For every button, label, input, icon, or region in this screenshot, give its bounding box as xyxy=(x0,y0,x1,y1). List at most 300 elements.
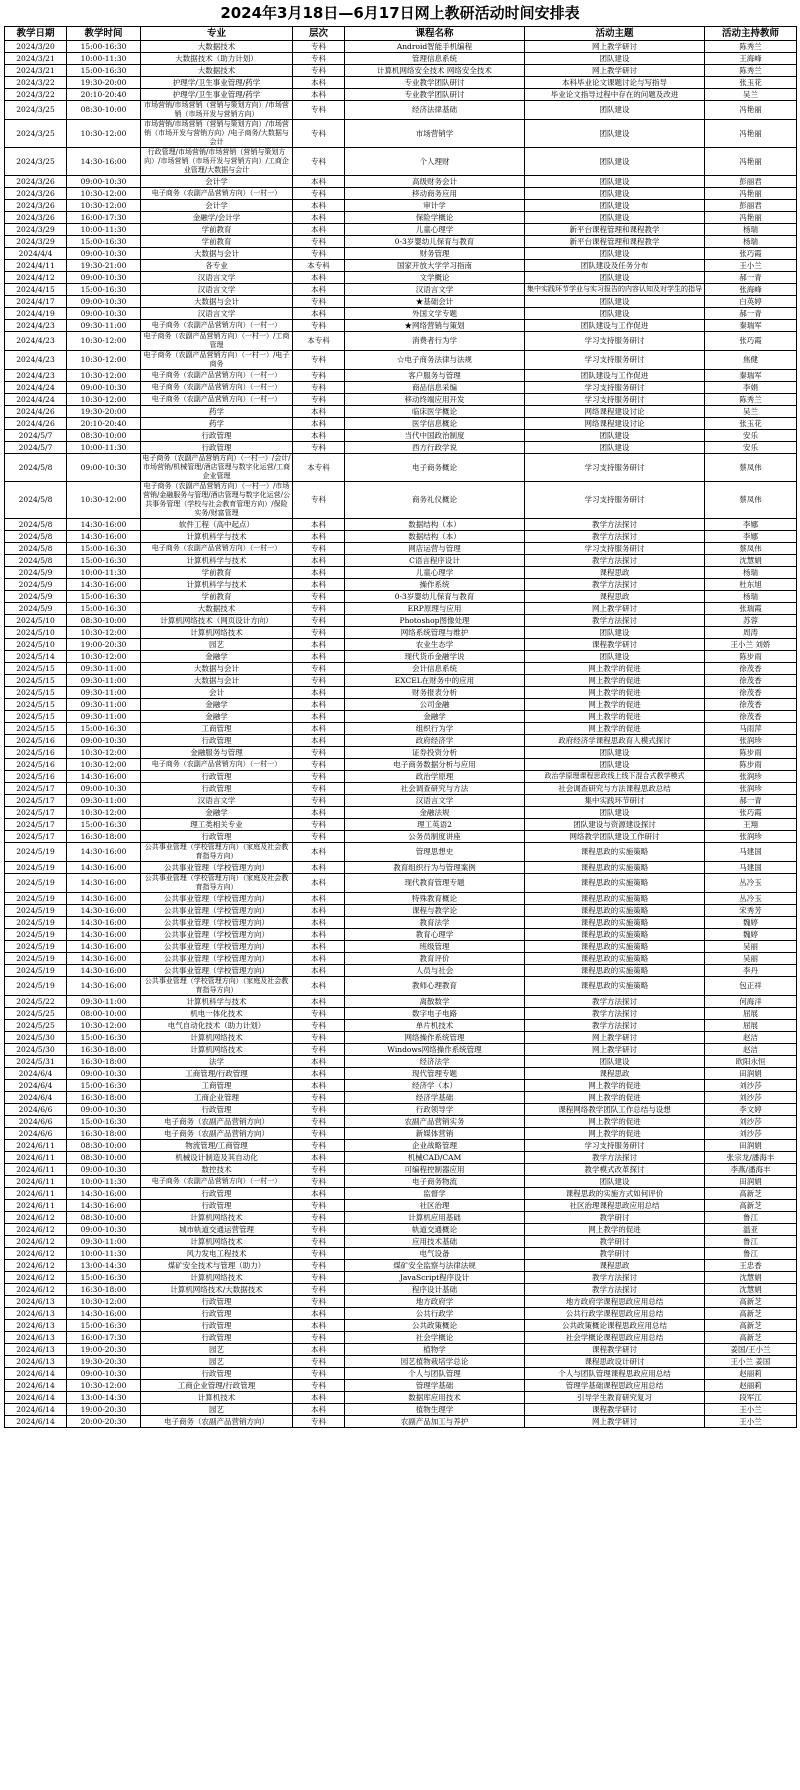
cell-major: 机电一体化技术 xyxy=(141,1008,293,1020)
cell-date: 2024/6/6 xyxy=(5,1116,67,1128)
cell-date: 2024/5/15 xyxy=(5,687,67,699)
cell-time: 09:30-11:00 xyxy=(67,1236,141,1248)
cell-time: 09:30-11:00 xyxy=(67,699,141,711)
cell-topic: 社会学概论课程思政应用总结 xyxy=(525,1332,705,1344)
cell-time: 15:00-16:30 xyxy=(67,1272,141,1284)
table-row xyxy=(5,1104,797,1116)
table-row xyxy=(5,188,797,200)
table-row xyxy=(5,212,797,224)
cell-date: 2024/3/26 xyxy=(5,212,67,224)
cell-host: 张瑞霞 xyxy=(705,603,797,615)
cell-major: 电子商务（农副产品营销方向）（一村一） xyxy=(141,759,293,771)
cell-major: 大数据与会计 xyxy=(141,248,293,260)
table-row xyxy=(5,917,797,929)
cell-host: 段军江 xyxy=(705,1392,797,1404)
cell-date: 2024/5/30 xyxy=(5,1032,67,1044)
table-row xyxy=(5,1356,797,1368)
cell-course: 程序设计基础 xyxy=(345,1284,525,1296)
cell-course: ★网络营销与策划 xyxy=(345,320,525,332)
table-row xyxy=(5,1416,797,1428)
cell-major: 电子商务（农副产品营销方向）（一村一） xyxy=(141,394,293,406)
cell-level: 本科 xyxy=(293,430,345,442)
cell-major: 公共事业管理（学校管理方向）（家庭及社会教育指导方向） xyxy=(141,874,293,893)
cell-time: 15:00-16:30 xyxy=(67,819,141,831)
cell-date: 2024/6/6 xyxy=(5,1128,67,1140)
cell-major: 工商管理/行政管理 xyxy=(141,1068,293,1080)
cell-level: 专科 xyxy=(293,615,345,627)
table-row xyxy=(5,1128,797,1140)
cell-major: 汉语言文学 xyxy=(141,284,293,296)
cell-level: 本科 xyxy=(293,953,345,965)
cell-date: 2024/6/13 xyxy=(5,1332,67,1344)
cell-level: 本科 xyxy=(293,977,345,996)
cell-course: 现代管理专题 xyxy=(345,1068,525,1080)
cell-date: 2024/5/15 xyxy=(5,675,67,687)
cell-time: 10:30-12:00 xyxy=(67,332,141,351)
cell-date: 2024/6/4 xyxy=(5,1068,67,1080)
cell-host: 王小兰 刘娇 xyxy=(705,639,797,651)
cell-level: 本科 xyxy=(293,555,345,567)
cell-major: 大数据技术 xyxy=(141,41,293,53)
cell-topic: 网上教学的促进 xyxy=(525,1224,705,1236)
cell-course: 证券投资分析 xyxy=(345,747,525,759)
cell-major: 计算机网络技术 xyxy=(141,627,293,639)
cell-level: 本科 xyxy=(293,1152,345,1164)
cell-course: 植物生理学 xyxy=(345,1404,525,1416)
cell-time: 09:30-11:00 xyxy=(67,996,141,1008)
cell-time: 08:30-10:00 xyxy=(67,1212,141,1224)
cell-level: 专科 xyxy=(293,1140,345,1152)
cell-topic: 教学方法探讨 xyxy=(525,531,705,543)
cell-time: 14:30-16:00 xyxy=(67,862,141,874)
cell-major: 电子商务（农副产品营销方向）（一村一） xyxy=(141,382,293,394)
cell-host: 郝一青 xyxy=(705,795,797,807)
cell-course: 现代货币金融学说 xyxy=(345,651,525,663)
cell-course: JavaScript程序设计 xyxy=(345,1272,525,1284)
cell-date: 2024/6/6 xyxy=(5,1104,67,1116)
cell-host: 冯艳丽 xyxy=(705,148,797,176)
cell-major: 行政管理 xyxy=(141,430,293,442)
table-row xyxy=(5,1068,797,1080)
cell-course: 监督学 xyxy=(345,1188,525,1200)
table-row xyxy=(5,1080,797,1092)
cell-level: 本科 xyxy=(293,531,345,543)
cell-topic: 社区治理课程思政应用总结 xyxy=(525,1200,705,1212)
cell-level: 专科 xyxy=(293,482,345,519)
cell-date: 2024/4/23 xyxy=(5,320,67,332)
cell-date: 2024/4/23 xyxy=(5,332,67,351)
table-row xyxy=(5,430,797,442)
cell-time: 15:00-16:30 xyxy=(67,41,141,53)
cell-major: 计算机网络技术（网页设计方向） xyxy=(141,615,293,627)
cell-topic: 团队建设 xyxy=(525,296,705,308)
cell-host: 高新芝 xyxy=(705,1200,797,1212)
cell-major: 工商企业管理/行政管理 xyxy=(141,1380,293,1392)
cell-level: 本科 xyxy=(293,735,345,747)
table-row xyxy=(5,101,797,120)
cell-topic: 学习支持服务研讨 xyxy=(525,351,705,370)
cell-topic: 个人与团队管理课程思政应用总结 xyxy=(525,1368,705,1380)
cell-major: 计算机网络技术 xyxy=(141,1044,293,1056)
cell-host: 沈慧娟 xyxy=(705,1284,797,1296)
cell-date: 2024/4/17 xyxy=(5,296,67,308)
cell-date: 2024/5/19 xyxy=(5,953,67,965)
cell-course: 移动终端应用开发 xyxy=(345,394,525,406)
cell-level: 本科 xyxy=(293,687,345,699)
cell-host: 欧阳永恒 xyxy=(705,1056,797,1068)
cell-level: 本科 xyxy=(293,1308,345,1320)
cell-time: 19:00-20:30 xyxy=(67,1404,141,1416)
cell-time: 14:30-16:00 xyxy=(67,917,141,929)
table-row xyxy=(5,176,797,188)
cell-host: 王翔 xyxy=(705,819,797,831)
cell-level: 专科 xyxy=(293,1368,345,1380)
table-row xyxy=(5,1092,797,1104)
cell-host: 刘沙莎 xyxy=(705,1128,797,1140)
cell-course: 数字电子电路 xyxy=(345,1008,525,1020)
table-row xyxy=(5,482,797,519)
cell-date: 2024/5/31 xyxy=(5,1056,67,1068)
cell-course: 组织行为学 xyxy=(345,723,525,735)
cell-level: 本科 xyxy=(293,224,345,236)
cell-level: 本科 xyxy=(293,1068,345,1080)
cell-course: 公共政策概论 xyxy=(345,1320,525,1332)
cell-topic: 网络教学团队建设工作研讨 xyxy=(525,831,705,843)
cell-level: 专科 xyxy=(293,1224,345,1236)
cell-level: 专科 xyxy=(293,53,345,65)
cell-host: 吴兰 xyxy=(705,89,797,101)
cell-host: 沈慧娟 xyxy=(705,555,797,567)
cell-host: 赵丽莉 xyxy=(705,1368,797,1380)
cell-topic: 团队建设 xyxy=(525,759,705,771)
cell-topic: 团队建设 xyxy=(525,272,705,284)
cell-level: 本科 xyxy=(293,284,345,296)
cell-topic: 引导学生教育研究复习 xyxy=(525,1392,705,1404)
cell-topic: 课程思政 xyxy=(525,591,705,603)
cell-time: 09:00-10:30 xyxy=(67,454,141,482)
table-row xyxy=(5,965,797,977)
cell-major: 公共事业管理（学校管理方向）（家庭及社会教育指导方向） xyxy=(141,843,293,862)
cell-host: 杨瑞 xyxy=(705,236,797,248)
table-row xyxy=(5,1200,797,1212)
table-row xyxy=(5,819,797,831)
table-row xyxy=(5,351,797,370)
cell-course: 儿童心理学 xyxy=(345,567,525,579)
cell-date: 2024/6/13 xyxy=(5,1344,67,1356)
cell-course: 社区治理 xyxy=(345,1200,525,1212)
cell-course: 0-3岁婴幼儿保育与教育 xyxy=(345,591,525,603)
cell-course: 地方政府学 xyxy=(345,1296,525,1308)
cell-host: 徐茂香 xyxy=(705,711,797,723)
cell-major: 汉语言文学 xyxy=(141,308,293,320)
cell-level: 专科 xyxy=(293,591,345,603)
cell-topic: 学习支持服务研讨 xyxy=(525,332,705,351)
cell-level: 专科 xyxy=(293,1032,345,1044)
cell-date: 2024/5/19 xyxy=(5,929,67,941)
table-row xyxy=(5,579,797,591)
cell-major: 行政管理 xyxy=(141,1368,293,1380)
cell-level: 专科 xyxy=(293,1356,345,1368)
cell-level: 本专科 xyxy=(293,260,345,272)
cell-time: 15:00-16:30 xyxy=(67,543,141,555)
cell-level: 专科 xyxy=(293,1044,345,1056)
cell-time: 09:00-10:30 xyxy=(67,382,141,394)
cell-level: 专科 xyxy=(293,1248,345,1260)
cell-date: 2024/4/12 xyxy=(5,272,67,284)
cell-level: 专科 xyxy=(293,101,345,120)
cell-date: 2024/5/22 xyxy=(5,996,67,1008)
cell-major: 电气自动化技术（助力计划） xyxy=(141,1020,293,1032)
cell-topic: 网上教学研讨 xyxy=(525,1032,705,1044)
cell-topic: 课程思政 xyxy=(525,1260,705,1272)
cell-time: 10:00-11:30 xyxy=(67,1176,141,1188)
cell-major: 工商管理 xyxy=(141,723,293,735)
cell-time: 10:30-12:00 xyxy=(67,759,141,771)
cell-host: 陈秀兰 xyxy=(705,41,797,53)
cell-date: 2024/5/7 xyxy=(5,430,67,442)
cell-level: 专科 xyxy=(293,120,345,148)
cell-topic: 网上教学研讨 xyxy=(525,1044,705,1056)
cell-major: 行政管理 xyxy=(141,1296,293,1308)
cell-major: 计算机科学与技术 xyxy=(141,996,293,1008)
cell-time: 08:00-10:00 xyxy=(67,1008,141,1020)
cell-course: 汉语言文学 xyxy=(345,284,525,296)
cell-level: 专科 xyxy=(293,759,345,771)
cell-level: 本科 xyxy=(293,1188,345,1200)
table-row xyxy=(5,591,797,603)
cell-level: 专科 xyxy=(293,603,345,615)
cell-major: 电子商务（农副产品营销方向） xyxy=(141,1116,293,1128)
cell-major: 计算机科学与技术 xyxy=(141,579,293,591)
table-row xyxy=(5,1176,797,1188)
cell-level: 专科 xyxy=(293,382,345,394)
cell-course: 数据结构（本） xyxy=(345,519,525,531)
cell-level: 专科 xyxy=(293,663,345,675)
cell-course: 农业生态学 xyxy=(345,639,525,651)
cell-level: 专科 xyxy=(293,394,345,406)
cell-date: 2024/5/10 xyxy=(5,627,67,639)
cell-time: 15:00-16:30 xyxy=(67,65,141,77)
cell-course: ERP原理与应用 xyxy=(345,603,525,615)
cell-level: 本科 xyxy=(293,1344,345,1356)
cell-level: 专科 xyxy=(293,675,345,687)
cell-date: 2024/6/11 xyxy=(5,1152,67,1164)
cell-major: 行政管理 xyxy=(141,783,293,795)
cell-time: 14:30-16:00 xyxy=(67,953,141,965)
cell-course: 离散数学 xyxy=(345,996,525,1008)
cell-date: 2024/5/15 xyxy=(5,699,67,711)
cell-level: 本科 xyxy=(293,723,345,735)
cell-host: 魏婷 xyxy=(705,917,797,929)
cell-time: 16:00-17:30 xyxy=(67,212,141,224)
cell-topic: 教学方法探讨 xyxy=(525,1152,705,1164)
cell-topic: 教学方法探讨 xyxy=(525,615,705,627)
cell-major: 市场营销/市场营销（营销与策划方向）/市场营销（市场开发与营销方向） xyxy=(141,101,293,120)
cell-major: 公共事业管理（学校管理方向）（家庭及社会教育指导方向） xyxy=(141,977,293,996)
cell-time: 19:30-20:30 xyxy=(67,1356,141,1368)
cell-topic: 教学研讨 xyxy=(525,1236,705,1248)
table-row xyxy=(5,651,797,663)
cell-date: 2024/6/12 xyxy=(5,1236,67,1248)
cell-time: 10:30-12:00 xyxy=(67,807,141,819)
cell-time: 16:30-18:00 xyxy=(67,1128,141,1140)
cell-major: 行政管理 xyxy=(141,735,293,747)
cell-time: 09:30-11:00 xyxy=(67,795,141,807)
table-row xyxy=(5,1188,797,1200)
cell-time: 14:30-16:00 xyxy=(67,1188,141,1200)
cell-course: 临床医学概论 xyxy=(345,406,525,418)
cell-course: 人员与社会 xyxy=(345,965,525,977)
cell-host: 徐茂香 xyxy=(705,699,797,711)
cell-topic: 课程网络教学团队工作总结与设想 xyxy=(525,1104,705,1116)
cell-level: 专科 xyxy=(293,442,345,454)
cell-major: 公共事业管理（学校管理方向） xyxy=(141,893,293,905)
cell-time: 16:30-18:00 xyxy=(67,831,141,843)
cell-level: 专科 xyxy=(293,1260,345,1272)
table-row xyxy=(5,89,797,101)
cell-level: 专科 xyxy=(293,783,345,795)
cell-course: 国家开放大学学习指南 xyxy=(345,260,525,272)
cell-level: 本科 xyxy=(293,1080,345,1092)
cell-major: 金融学 xyxy=(141,651,293,663)
header-cell: 课程名称 xyxy=(345,27,525,41)
cell-topic: 学习支持服务研讨 xyxy=(525,454,705,482)
cell-major: 大数据与会计 xyxy=(141,663,293,675)
cell-course: 植物学 xyxy=(345,1344,525,1356)
cell-time: 15:00-16:30 xyxy=(67,1116,141,1128)
cell-level: 本科 xyxy=(293,1404,345,1416)
table-row xyxy=(5,627,797,639)
cell-topic: 团队建设 xyxy=(525,248,705,260)
cell-host: 张润珍 xyxy=(705,783,797,795)
table-row xyxy=(5,1296,797,1308)
table-row xyxy=(5,1320,797,1332)
cell-major: 计算机网络技术 xyxy=(141,1272,293,1284)
cell-course: 班级管理 xyxy=(345,941,525,953)
cell-major: 电子商务（农副产品营销方向） xyxy=(141,1416,293,1428)
cell-major: 学前教育 xyxy=(141,224,293,236)
cell-host: 杜东旭 xyxy=(705,579,797,591)
cell-level: 本科 xyxy=(293,212,345,224)
cell-major: 计算机网络技术 xyxy=(141,1212,293,1224)
table-row xyxy=(5,1380,797,1392)
cell-course: 当代中国政治制度 xyxy=(345,430,525,442)
cell-course: 经济法学 xyxy=(345,1056,525,1068)
cell-host: 高新芝 xyxy=(705,1188,797,1200)
cell-level: 本科 xyxy=(293,1320,345,1332)
cell-major: 法学 xyxy=(141,1056,293,1068)
cell-major: 市场营销/市场营销（营销与策划方向）/市场营销（市场开发与营销方向）/电子商务/大数据与会计 xyxy=(141,120,293,148)
table-row xyxy=(5,454,797,482)
cell-date: 2024/3/25 xyxy=(5,120,67,148)
table-row xyxy=(5,977,797,996)
table-row xyxy=(5,1248,797,1260)
cell-time: 10:30-12:00 xyxy=(67,627,141,639)
cell-date: 2024/5/8 xyxy=(5,519,67,531)
cell-topic: 地方政府学课程思政应用总结 xyxy=(525,1296,705,1308)
cell-topic: 课程教学研讨 xyxy=(525,1344,705,1356)
cell-major: 风力发电工程技术 xyxy=(141,1248,293,1260)
cell-topic: 团队建设 xyxy=(525,101,705,120)
cell-course: Photoshop图像处理 xyxy=(345,615,525,627)
cell-date: 2024/6/12 xyxy=(5,1224,67,1236)
cell-course: 公司金融 xyxy=(345,699,525,711)
cell-major: 金融学/会计学 xyxy=(141,212,293,224)
cell-topic: 团队建设与工作促进 xyxy=(525,320,705,332)
cell-time: 10:30-12:00 xyxy=(67,394,141,406)
cell-level: 专科 xyxy=(293,543,345,555)
cell-time: 14:30-16:00 xyxy=(67,843,141,862)
cell-time: 19:00-20:30 xyxy=(67,639,141,651)
cell-course: Android智能手机编程 xyxy=(345,41,525,53)
cell-topic: 课程思政的实施策略 xyxy=(525,965,705,977)
cell-host: 魏婷 xyxy=(705,929,797,941)
cell-course: 西方行政学说 xyxy=(345,442,525,454)
table-row xyxy=(5,1344,797,1356)
cell-host: 王忠香 xyxy=(705,1260,797,1272)
cell-time: 08:30-10:00 xyxy=(67,1140,141,1152)
cell-major: 各专业 xyxy=(141,260,293,272)
cell-topic: 学习支持服务研讨 xyxy=(525,382,705,394)
table-row xyxy=(5,567,797,579)
cell-level: 本科 xyxy=(293,651,345,663)
cell-topic: 团队建设 xyxy=(525,148,705,176)
cell-time: 10:00-11:30 xyxy=(67,567,141,579)
cell-host: 苏蓉 xyxy=(705,615,797,627)
cell-topic: 课程思政的实施策略 xyxy=(525,929,705,941)
cell-level: 本科 xyxy=(293,917,345,929)
cell-course: 公共行政学 xyxy=(345,1308,525,1320)
cell-time: 14:30-16:00 xyxy=(67,965,141,977)
cell-date: 2024/5/8 xyxy=(5,531,67,543)
cell-level: 专科 xyxy=(293,351,345,370)
cell-time: 09:00-10:30 xyxy=(67,296,141,308)
cell-date: 2024/5/19 xyxy=(5,843,67,862)
cell-host: 安乐 xyxy=(705,430,797,442)
cell-major: 计算机科学与技术 xyxy=(141,531,293,543)
cell-course: 政府经济学 xyxy=(345,735,525,747)
table-row xyxy=(5,893,797,905)
cell-topic: 新平台课程管理和课程教学 xyxy=(525,224,705,236)
cell-host: 张润珍 xyxy=(705,735,797,747)
header-cell: 专业 xyxy=(141,27,293,41)
cell-host: 周涛 xyxy=(705,627,797,639)
cell-date: 2024/6/14 xyxy=(5,1416,67,1428)
cell-major: 计算机网络技术 xyxy=(141,1032,293,1044)
cell-date: 2024/5/15 xyxy=(5,711,67,723)
header-cell: 层次 xyxy=(293,27,345,41)
table-row xyxy=(5,929,797,941)
cell-host: 张巧霞 xyxy=(705,807,797,819)
cell-host: 徐茂香 xyxy=(705,663,797,675)
cell-major: 软件工程（高中起点） xyxy=(141,519,293,531)
cell-course: 客户服务与管理 xyxy=(345,370,525,382)
cell-topic: 网上教学研讨 xyxy=(525,65,705,77)
cell-major: 会计 xyxy=(141,687,293,699)
cell-time: 09:00-10:30 xyxy=(67,1224,141,1236)
cell-topic: 课程思政的实施方式如何评价 xyxy=(525,1188,705,1200)
cell-host: 陈秀兰 xyxy=(705,65,797,77)
cell-host: 蔡凤伟 xyxy=(705,543,797,555)
cell-time: 19:30-20:00 xyxy=(67,77,141,89)
cell-major: 行政管理/市场营销/市场营销（营销与策划方向）/市场营销（市场开发与营销方向）/工商企业管理/大数据与会计 xyxy=(141,148,293,176)
cell-course: 电子商务数据分析与应用 xyxy=(345,759,525,771)
table-row xyxy=(5,148,797,176)
cell-date: 2024/5/8 xyxy=(5,454,67,482)
cell-time: 08:30-10:00 xyxy=(67,615,141,627)
cell-level: 专科 xyxy=(293,1092,345,1104)
cell-course: ★基础会计 xyxy=(345,296,525,308)
